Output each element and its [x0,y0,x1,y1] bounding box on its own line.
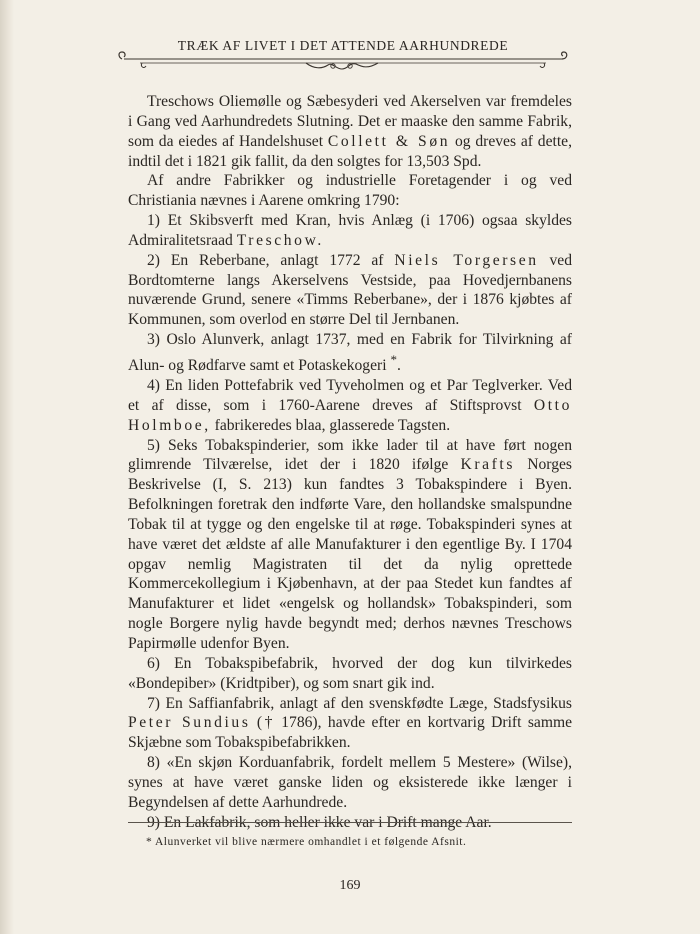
list-item: 8) «En skjøn Korduanfabrik, fordelt mellem 5 Mestere» (Wilse), synes at have været ganske liden og eksisterede ikke længer i Begyndelsen af dette Aarhundrede. [128,754,572,811]
list-item: 5) Seks Tobakspinderier, som ikke lader til at have ført nogen glimrende Tilværelse, idet der i 1820 ifølge Krafts Norges Beskrivelse (I, S. 213) kun fandtes 3 Tobakspindere i Byen. Befolkningen foretrak den indførte Vare, den hollandske smalspundne Tobak til at tygge og den engelske til at røge. Tobakspinderi synes at have været det ældste af alle Manufakturer i den egentlige By. I 1704 opgav nemlig Magistraten til det da nylig oprettede Kommercekollegium i Kjøbenhavn, at der paa Stedet kun fandtes af Manufakturer et lidet «engelsk og hollandsk» Tobakspinderi, som nogle Borgere nylig havde begyndt med; derhos nævnes Treschows Papirmølle udenfor Byen. [128,436,572,652]
list-item: 4) En liden Pottefabrik ved Tyveholmen og et Par Teglverker. Ved et af disse, som i 1760-Aarene dreves af Stiftsprovst Otto Holmboe, fabrikeredes blaa, glasserede Tagsten. [128,377,573,434]
paragraph: Treschows Oliemølle og Sæbesyderi ved Akerselven var fremdeles i Gang ved Aarhundredets Slutning. Det er maaske den samme Fabrik, som da eiedes af Handelshuset Collett & Søn og dreves af dette, indtil det i 1821 gik fallit, da den solgtes for 13,503 Spd. [128,93,572,170]
header-ornament [118,50,568,78]
footnote-marker: * [390,351,397,367]
list-item: 2) En Reberbane, anlagt 1772 af Niels Torgersen ved Bordtomterne langs Akerselvens Vestside, paa Hovedjernbanens nuværende Grund, senere «Timms Reberbane», der i 1876 kjøbtes af Kommunen, som overlod en større Del til Jernbanen. [128,251,573,329]
running-header: TRÆK AF LIVET I DET ATTENDE AARHUNDREDE [177,38,509,53]
page-number: 169 [339,878,361,893]
footnote-divider [128,822,572,823]
footnote [146,836,566,848]
page-body [128,92,572,832]
list-item: 9) En Lakfabrik, som heller ikke var i Drift mange Aar. [147,813,492,831]
list-item: 3) Oslo Alunverk, anlagt 1737, med en Fabrik for Tilvirkning af Alun- og Rødfarve samt et Potaskekogeri *. [128,331,572,375]
list-item: 7) En Saffianfabrik, anlagt af den svenskfødte Læge, Stadsfysikus Peter Sundius († 1786), havde efter en kortvarig Drift samme Skjæbne som Tobakspibefabrikken. [128,694,572,752]
footnote-marker: * [146,836,153,848]
list-item: 1) Et Skibsverft med Kran, hvis Anlæg (i 1706) ogsaa skyldes Admiralitetsraad Treschow. [128,212,572,249]
list-item: 6) En Tobakspibefabrik, hvorved der dog kun tilvirkedes «Bondepiber» (Kridtpiber), og som snart gik ind. [128,654,572,692]
paragraph: Af andre Fabrikker og industrielle Foretagender i og ved Christiania nævnes i Aarene omkring 1790: [128,172,572,210]
footnote-text: Alunverket vil blive nærmere omhandlet i et følgende Afsnit. [155,836,467,848]
page-gutter [0,0,14,934]
